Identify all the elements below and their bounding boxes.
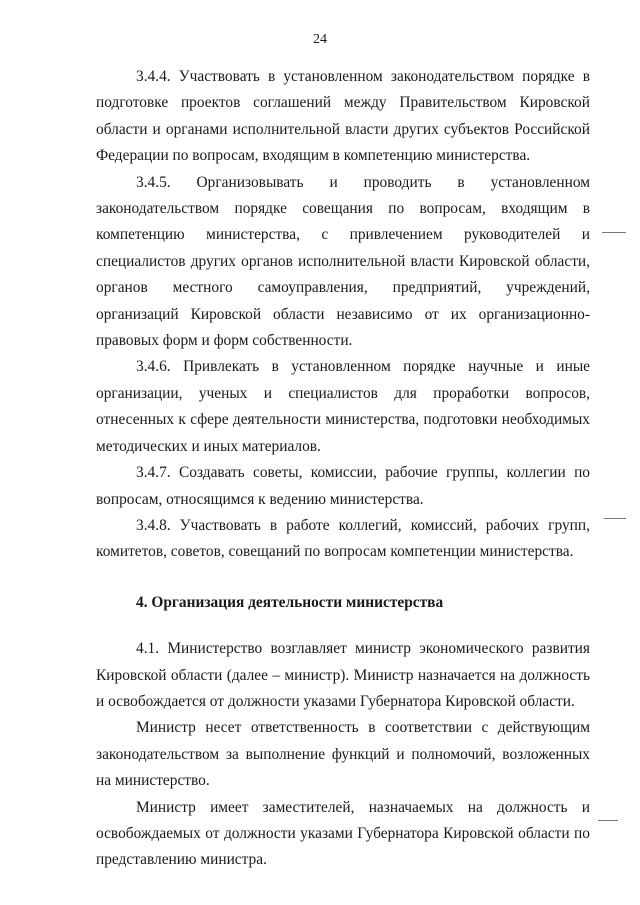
scan-artifact-line: [604, 518, 626, 519]
paragraph-3-4-6: 3.4.6. Привлекать в установленном порядке научные и иные организации, ученых и специалистов для проработки вопросов, отнесенных к сфере деятельности министерства, подготовки необходимых методических и иных материалов.: [96, 358, 590, 455]
paragraph-3-4-8: 3.4.8. Участвовать в работе коллегий, комиссий, рабочих групп, комитетов, советов, совещаний по вопросам компетенции министерства.: [96, 516, 590, 561]
scan-artifact-line: [598, 820, 618, 821]
scan-artifact-line: [602, 232, 626, 233]
paragraph-3-4-7: 3.4.7. Создавать советы, комиссии, рабочие группы, коллегии по вопросам, относящимся к ведению министерства.: [96, 464, 590, 508]
page-number: 24: [313, 32, 327, 47]
paragraph-minister-deputies: Министр имеет заместителей, назначаемых на должность и освобождаемых от должности указами Губернатора Кировской области по представлению министра.: [96, 798, 590, 869]
section-heading: 4. Организация деятельности министерства: [136, 593, 444, 611]
paragraph-4-1: 4.1. Министерство возглавляет министр экономического развития Кировской области (далее – министр). Министр назначается на должность и освобождается от должности указами Губернатора Кировской области.: [96, 640, 590, 710]
paragraph-minister-responsibility: Министр несет ответственность в соответствии с действующим законодательством за выполнение функций и полномочий, возложенных на министерство.: [96, 719, 590, 790]
paragraph-3-4-4: 3.4.4. Участвовать в установленном законодательством порядке в подготовке проектов соглашений между Правительством Кировской области и органами исполнительной власти других субъектов Российской Федерации по вопросам, входящим в компетенцию министерства.: [96, 68, 590, 165]
paragraph-3-4-5: 3.4.5. Организовывать и проводить в установленном законодательством порядке совещания по вопросам, входящим в компетенцию министерства, с привлечением руководителей и специалистов других органов исполнительной власти Кировской области, органов местного самоуправления, предприятий, учреждений, организаций Кировской области независимо от их организационно-правовых форм и форм собственности.: [96, 173, 590, 350]
document-body: [96, 64, 590, 874]
